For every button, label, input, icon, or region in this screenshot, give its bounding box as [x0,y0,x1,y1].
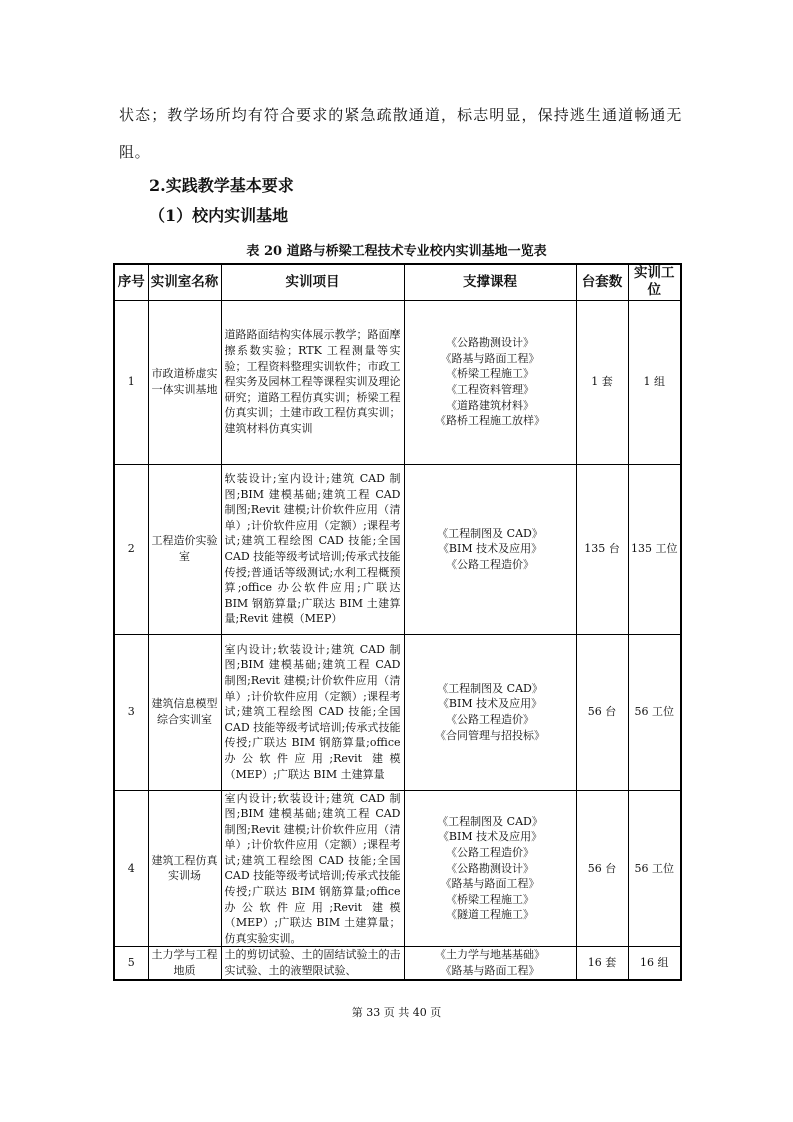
table-row [114,300,681,464]
header-seq: 序号 [114,264,148,300]
cell-seq: 5 [114,947,148,980]
cell-sets: 56 台 [576,790,628,947]
cell-sets: 1 套 [576,300,628,464]
cell-room: 土力学与工程地质 [148,947,221,980]
cell-project: 室内设计;软装设计;建筑 CAD 制图;BIM 建模基础;建筑工程 CAD 制图;Revit 建模;计价软件应用（清单）;计价软件应用（定额）;课程考试;建筑工程绘图 CAD 技能;全国 CAD 技能等级考试培训;传承式技能传授;广联达 BIM 钢筋算量;office 办公软件应用;Revit 建模（MEP）;广联达 BIM 土建算量；仿真实验实训。 [221,790,404,947]
header-project: 实训项目 [221,264,404,300]
cell-seq: 1 [114,300,148,464]
cell-stations: 16 组 [628,947,681,980]
cell-sets: 16 套 [576,947,628,980]
cell-course: 《工程制图及 CAD》 《BIM 技术及应用》 《公路工程造价》 《公路勘测设计》 《路基与路面工程》 《桥梁工程施工》 《隧道工程施工》 [404,790,576,947]
cell-seq: 4 [114,790,148,947]
page-footer: 第 33 页 共 40 页 [351,1006,442,1019]
cell-course: 《工程制图及 CAD》 《BIM 技术及应用》 《公路工程造价》 《合同管理与招投标》 [404,634,576,790]
cell-room: 工程造价实验室 [148,464,221,634]
cell-sets: 135 台 [576,464,628,634]
header-room: 实训室名称 [148,264,221,300]
section-heading: 2.实践教学基本要求 [149,176,294,195]
table-header-row [114,264,681,300]
cell-seq: 3 [114,634,148,790]
table-row [114,947,681,980]
header-course: 支撑课程 [404,264,576,300]
table-row [114,464,681,634]
training-base-table [113,263,682,981]
header-stations: 实训工位 [628,264,681,300]
cell-project: 室内设计;软装设计;建筑 CAD 制图;BIM 建模基础;建筑工程 CAD 制图;Revit 建模;计价软件应用（清单）;计价软件应用（定额）;课程考试;建筑工程绘图 CAD 技能;全国 CAD 技能等级考试培训;传承式技能传授;广联达 BIM 钢筋算量;office 办公软件应用;Revit 建模（MEP）;广联达 BIM 土建算量 [221,634,404,790]
cell-sets: 56 台 [576,634,628,790]
cell-project: 软装设计;室内设计;建筑 CAD 制图;BIM 建模基础;建筑工程 CAD 制图;Revit 建模;计价软件应用（清单）;计价软件应用（定额）;课程考试;建筑工程绘图 CAD 技能;全国 CAD 技能等级考试培训;传承式技能传授;普通话等级测试;水利工程概预算;office 办公软件应用;广联达 BIM 钢筋算量;广联达 BIM 土建算量;Revit 建模（MEP） [221,464,404,634]
table-row [114,790,681,947]
cell-project: 道路路面结构实体展示教学；路面摩擦系数实验；RTK 工程测量等实验；工程资料整理实训软件；市政工程实务及园林工程等课程实训及理论研究；道路工程仿真实训；桥梁工程仿真实训；土建市政工程仿真实训；建筑材料仿真实训 [221,300,404,464]
cell-course: 《公路勘测设计》 《路基与路面工程》 《桥梁工程施工》 《工程资料管理》 《道路建筑材料》 《路桥工程施工放样》 [404,300,576,464]
cell-room: 建筑工程仿真实训场 [148,790,221,947]
body-paragraph: 状态；教学场所均有符合要求的紧急疏散通道，标志明显，保持逃生通道畅通无阻。 [119,106,682,161]
cell-room: 市政道桥虚实一体实训基地 [148,300,221,464]
cell-stations: 56 工位 [628,634,681,790]
cell-stations: 56 工位 [628,790,681,947]
table-caption: 表 20 道路与桥梁工程技术专业校内实训基地一览表 [246,244,547,259]
cell-stations: 135 工位 [628,464,681,634]
cell-room: 建筑信息模型综合实训室 [148,634,221,790]
table-row [114,634,681,790]
header-sets: 台套数 [576,264,628,300]
cell-course: 《工程制图及 CAD》 《BIM 技术及应用》 《公路工程造价》 [404,464,576,634]
subsection-heading: （1）校内实训基地 [149,206,289,225]
cell-seq: 2 [114,464,148,634]
cell-project: 土的剪切试验、土的固结试验土的击实试验、土的液塑限试验、 [221,947,404,980]
cell-course: 《土力学与地基基础》 《路基与路面工程》 [404,947,576,980]
cell-stations: 1 组 [628,300,681,464]
